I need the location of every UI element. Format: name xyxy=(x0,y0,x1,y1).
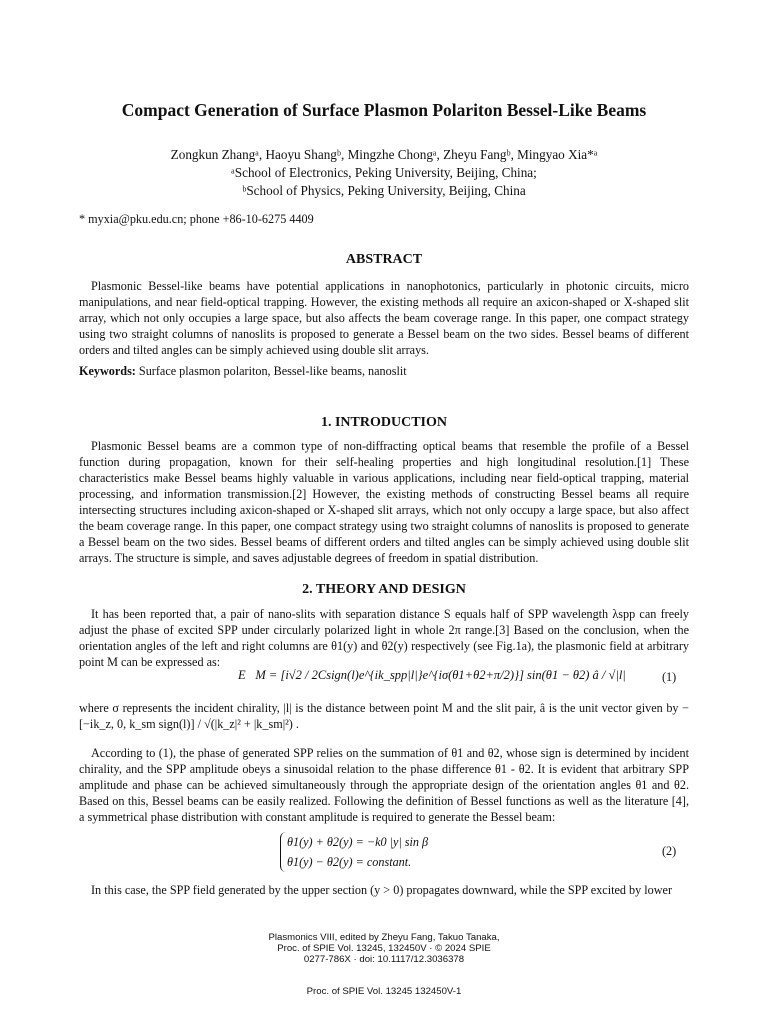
footer-line-2: Proc. of SPIE Vol. 13245, 132450V · © 2024 SPIE xyxy=(277,943,491,954)
paper-title: Compact Generation of Surface Plasmon Polariton Bessel-Like Beams xyxy=(121,100,647,120)
abstract-text: Plasmonic Bessel-like beams have potential applications in nanophotonics, particularly in photonic circuits, micro manipulations, and near field-optical trapping. However, the existing methods all require an axicon-shaped or X-shaped slit array, which not only occupies a large space, but also affects the beam coverage range. In this paper, one compact strategy using two straight columns of nanoslits is proposed to generate a Bessel beam on the two sides. Bessel beams of different orders and tilted angles can be simply achieved using double slit arrays. xyxy=(79,279,689,357)
author-list: Zongkun Zhangᵃ, Haoyu Shangᵇ, Mingzhe Chongᵃ, Zheyu Fangᵇ, Mingyao Xia*ᵃ xyxy=(170,147,598,162)
introduction-heading: 1. INTRODUCTION xyxy=(320,415,447,430)
introduction-text: Plasmonic Bessel beams are a common type of non-diffracting optical beams that resemble the profile of a Bessel function during propagation, known for their self-healing properties and high longitudinal resolution.[1] These characteristics make Bessel beams highly valuable in various applications, including near field-optical trapping, material processing, and information transmission.[2] However, the existing methods of constructing Bessel beams all require intersecting structures including axicon-shaped or X-shaped slit arrays, which not only occupy a large space, but also affect the beam coverage range. In this paper, one compact strategy using two straight columns of nanoslits is proposed to generate a Bessel beam on the two sides. Bessel beams of different orders and tilted angles can be simply achieved using double slit arrays. The structure is simple, and saves adjustable degrees of freedom in spatial distribution. xyxy=(79,439,689,565)
continuation-text: In this case, the SPP field generated by the upper section (y > 0) propagates downward, while the SPP excited by lower xyxy=(91,883,673,897)
theory-text: It has been reported that, a pair of nano-slits with separation distance S equals half of SPP wavelength λspp can freely adjust the phase of excited SPP under circularly polarized light in whole 2π range.[3] Based on the conclusion, when the orientation angles of the left and right columns are θ1(y) and θ2(y) respectively (see Fig.1a), the plasmonic field at arbitrary point M can be expressed as: xyxy=(79,607,689,669)
footer-line-3: 0277-786X · doi: 10.1117/12.3036378 xyxy=(303,954,465,965)
equation-1: E⃗M = [i√2 / 2Csign(l)e^{ik_spp|l|}e^{iσ(θ1+θ2+π/2)}] sin(θ1 − θ2) â / √|l| xyxy=(238,668,626,682)
abstract-heading: ABSTRACT xyxy=(345,252,423,267)
equation-2 xyxy=(280,832,428,872)
keywords: Keywords: Surface plasmon polariton, Bessel-like beams, nanoslit xyxy=(79,364,407,378)
where-text: where σ represents the incident chirality, |l| is the distance between point M and the slit pair, â is the unit vector given by −[−ik_z, 0, k_sm sign(l)] / √(|k_z|² + |k_sm|²) . xyxy=(79,701,689,731)
equation-1-number: (1) xyxy=(662,670,677,684)
contact-info: * myxia@pku.edu.cn; phone +86-10-6275 4409 xyxy=(79,212,314,226)
page-footer: Proc. of SPIE Vol. 13245 132450V-1 xyxy=(306,986,462,997)
theory-heading: 2. THEORY AND DESIGN xyxy=(302,582,466,597)
affiliation-b: ᵇSchool of Physics, Peking University, Beijing, China xyxy=(242,183,526,198)
according-text: According to (1), the phase of generated SPP relies on the summation of θ1 and θ2, whose sign is determined by incident chirality, and the SPP amplitude obeys a sinusoidal relation to the phase difference θ1 - θ2. It is evident that arbitrary SPP amplitude and phase can be achieved simultaneously through the appropriate design of the orientation angles θ1 and θ2. Based on this, Bessel beams can be easily realized. Following the definition of Bessel functions as well as the literature [4], a symmetrical phase distribution with constant amplitude is required to generate the Bessel beam: xyxy=(79,746,689,824)
footer-line-1: Plasmonics VIII, edited by Zheyu Fang, Takuo Tanaka, xyxy=(268,932,500,943)
equation-2-line-1: θ1(y) + θ2(y) = −k0 |y| sin β xyxy=(287,835,429,849)
equation-2-line-2: θ1(y) − θ2(y) = constant. xyxy=(287,855,412,869)
affiliation-a: ᵃSchool of Electronics, Peking University, Beijing, China; xyxy=(231,165,537,180)
equation-2-number: (2) xyxy=(662,844,677,858)
